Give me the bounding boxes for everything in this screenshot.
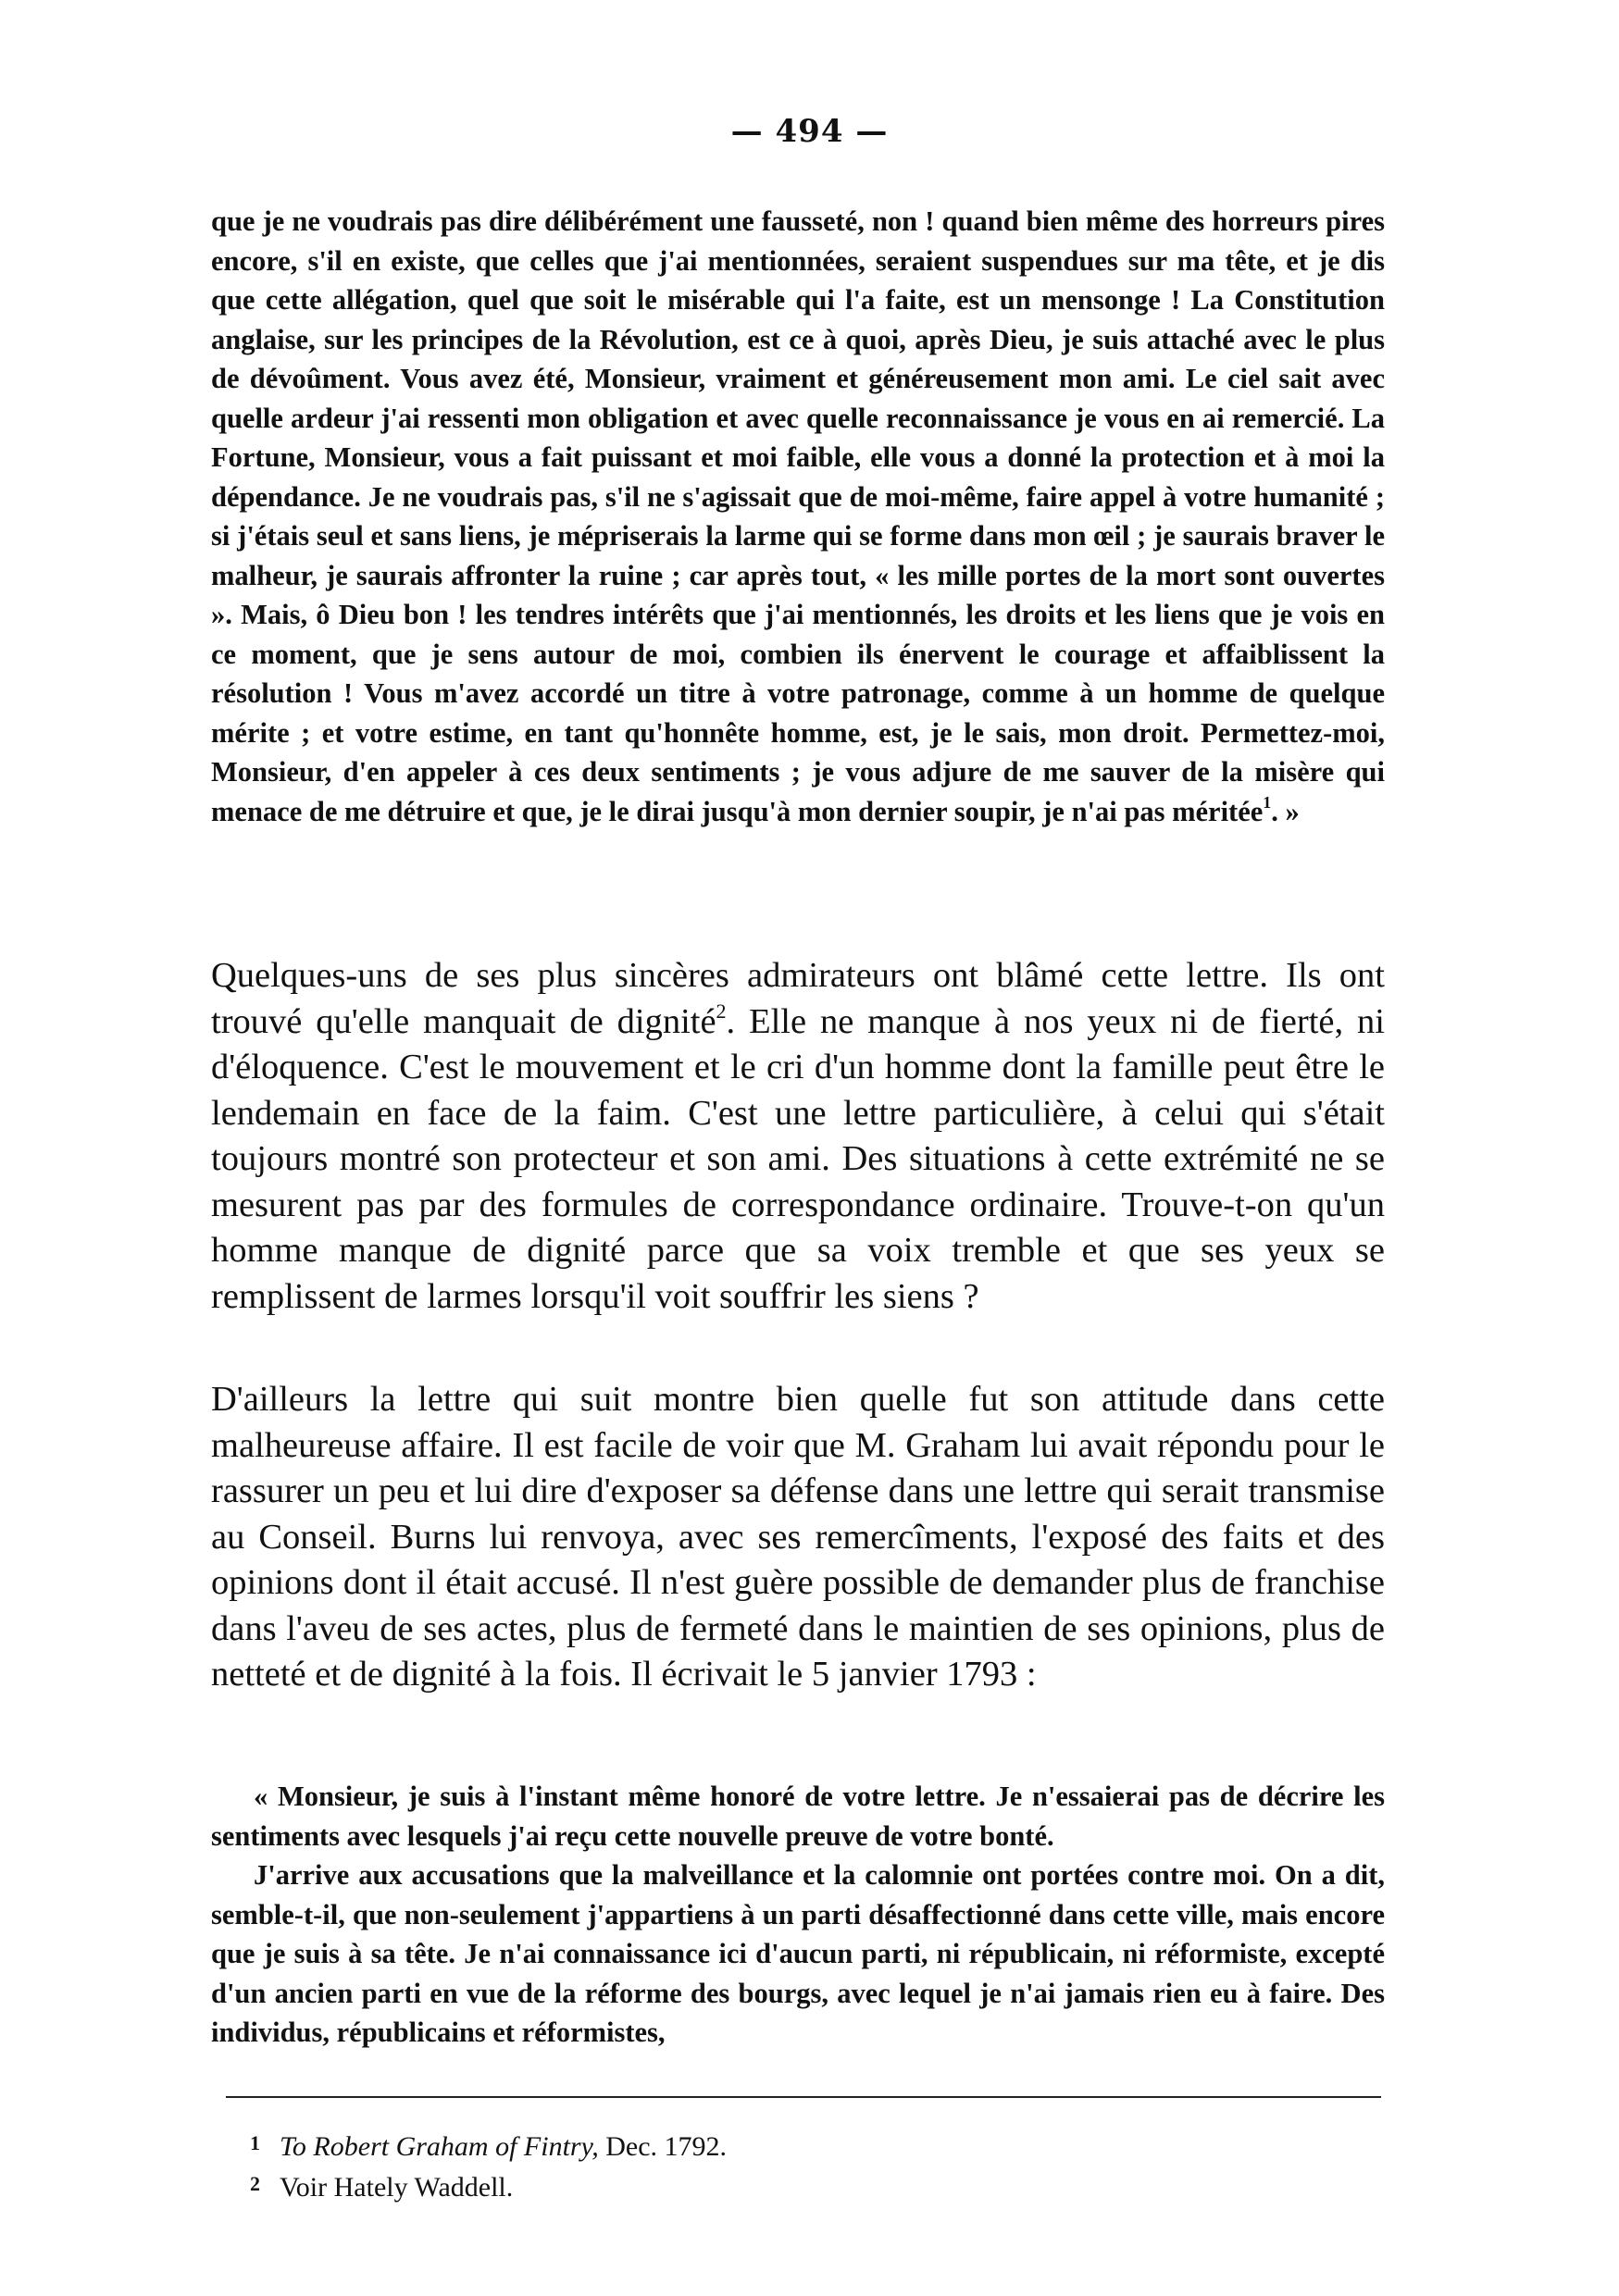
- footnote-number: 2: [250, 2172, 260, 2195]
- paragraph-text: D'ailleurs la lettre qui suit montre bien quelle fut son attitude dans cette malheureuse affaire. Il est facile de voir que M. Graham lui avait répondu pour le rassurer un peu et lui dire d'exposer sa défense dans une lettre qui serait transmise au Conseil. Burns lui renvoya, avec ses remercîments, l'exposé des faits et des opinions dont il était accusé. Il n'est guère possible de demander plus de franchise dans l'aveu de ses actes, plus de fermeté dans le maintien de ses opinions, plus de netteté et de dignité à la fois. Il écrivait le 5 janvier 1793 :: [211, 1380, 1385, 1694]
- body-paragraph-1: [211, 953, 1385, 1320]
- quote-paragraph: [211, 202, 1385, 831]
- footnote-title: To Robert Graham of Fintry,: [280, 2131, 599, 2162]
- paragraph-text-after-ref: . Elle ne manque à nos yeux ni de fierté, ni d'éloquence. C'est le mouvement et le cri d'un homme dont la famille peut être le lendemain en face de la faim. C'est une lettre particulière, à celui qui s'était toujours montré son protecteur et son ami. Des situations à cette extrémité ne se mesurent pas par des formules de correspondance ordinaire. Trouve-t-on qu'un homme manque de dignité parce que sa voix tremble et que ses yeux se remplissent de larmes lorsqu'il voit souffrir les siens ?: [211, 1001, 1385, 1316]
- footnote-reference: 1: [1263, 792, 1272, 812]
- page-number: — 494 —: [730, 113, 889, 150]
- letter-quote: [211, 1777, 1385, 2053]
- footnote-text: Dec. 1792.: [598, 2131, 728, 2162]
- quote-text: que je ne voudrais pas dire délibérément une fausseté, non ! quand bien même des horreurs pires encore, s'il en existe, que celles que j'ai mentionnées, seraient suspendues sur ma tête, et je dis que cette allégation, quel que soit le misérable qui l'a faite, est un mensonge ! La Constitution anglaise, sur les principes de la Révolution, est ce à quoi, après Dieu, je suis attaché avec le plus de dévoûment. Vous avez été, Monsieur, vraiment et généreusement mon ami. Le ciel sait avec quelle ardeur j'ai ressenti mon obligation et avec quelle reconnaissance je vous en ai remercié. La Fortune, Monsieur, vous a fait puissant et moi faible, elle vous a donné la protection et à moi la dépendance. Je ne voudrais pas, s'il ne s'agissait que de moi-même, faire appel à votre humanité ; si j'étais seul et sans liens, je mépriserais la larme qui se forme dans mon œil ; je saurais braver le malheur, je saurais affronter la ruine ; car après tout, « les mille portes de la mort sont ouvertes ». Mais, ô Dieu bon ! les tendres intérêts que j'ai mentionnés, les droits et les liens que je vois en ce moment, que je sens autour de moi, combien ils énervent le courage et affaiblissent la résolution ! Vous m'avez accordé un titre à votre patronage, comme à un homme de quelque mérite ; et votre estime, en tant qu'honnête homme, est, je le sais, mon droit. Permettez-moi, Monsieur, d'en appeler à ces deux sentiments ; je vous adjure de me sauver de la misère qui menace de me détruire et que, je le dirai jusqu'à mon dernier soupir, je n'ai pas méritée: [211, 205, 1385, 827]
- letter-quote-continuation: [211, 202, 1385, 831]
- footnote-divider: [226, 2096, 1381, 2098]
- footnote-text: Voir Hately Waddell.: [280, 2172, 514, 2203]
- footnote-number: 1: [250, 2131, 260, 2154]
- quote-paragraph-2: J'arrive aux accusations que la malveillance et la calomnie ont portées contre moi. On a dit, semble-t-il, que non-seulement j'appartiens à un parti désaffectionné dans cette ville, mais encore que je suis à sa tête. Je n'ai connaissance ici d'aucun parti, ni républicain, ni réformiste, excepté d'un ancien parti en vue de la réforme des bourgs, avec lequel je n'ai jamais rien eu à faire. Des individus, républicains et réformistes,: [211, 1859, 1385, 2048]
- quote-closing: . »: [1271, 795, 1300, 827]
- body-paragraph-2: [211, 1377, 1385, 1698]
- paragraph-text-before-ref: Quelques-uns de ses plus sincères admirateurs ont blâmé cette lettre. Ils ont trouvé qu'elle manquait de dignité: [211, 956, 1385, 1041]
- paragraph-text: [211, 953, 1385, 1320]
- footnote-2: [250, 2166, 727, 2206]
- quote-paragraph-1: « Monsieur, je suis à l'instant même honoré de votre lettre. Je n'essaierai pas de décrire les sentiments avec lesquels j'ai reçu cette nouvelle preuve de votre bonté.: [211, 1781, 1385, 1852]
- footnotes: [250, 2125, 727, 2206]
- footnote-1: [250, 2125, 727, 2166]
- footnote-reference: 2: [716, 999, 727, 1023]
